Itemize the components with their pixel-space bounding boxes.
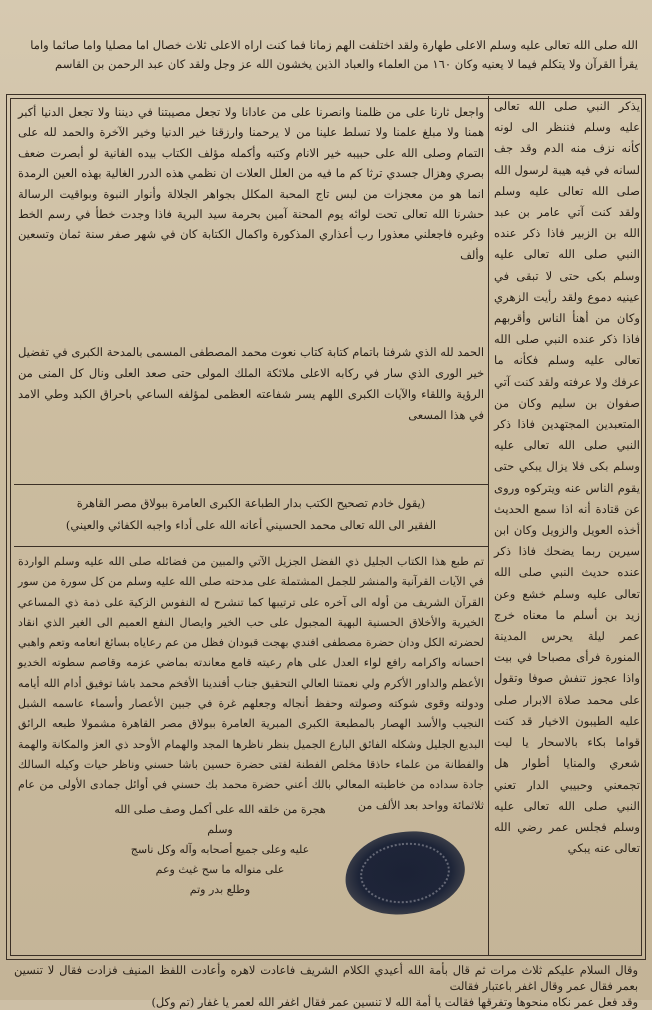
closing-line-1: هجرة من خلقه الله على أكمل وصف صلى الله وسلم bbox=[114, 803, 326, 836]
main-block-prayer: واجعل ثارنا على من ظلمنا وانصرنا على من عادانا ولا تجعل مصيبتنا في ديننا ولا تجعل الدنيا أكبر همنا ولا مبلغ علمنا ولا تسلط علينا من لا يرحمنا وارزقنا خير الدنيا وخير الآخرة والحمد لله على التمام وصلى الله على حبيبه خير الانام وكتبه وأكمله مؤلف الكتاب بيده الفانية لو أبصرت ضعف بصري وهزال جسدي ترثا كم ما فيه من العلل العلات ان نظمي هذه الدرر الغالية بهذه العين الرمدة انما هو من معجزات من لبس تاج المحبة المكلل بجواهر الجلالة وأنوار النبوة وبواقيت الرسالة حشرنا الله تعالى تحت لوائه يوم المحنة آمين بحرمة سيد البرية فاذا وجدت خطأ في رسم الخط وغيره فاجعلني معذورا رب أعذاري المذكورة واكمال الكتابة كان في شهر صفر سنة ثمان وتسعين وألف bbox=[18, 105, 484, 262]
corrector-note-line-1: (يقول خادم تصحيح الكتب بدار الطباعة الكبرى العامرة ببولاق مصر القاهرة bbox=[76, 496, 426, 510]
closing-line-4: وطلع بدر وتم bbox=[189, 883, 251, 896]
footer-line-1: وقال السلام عليكم ثلاث مرات ثم قال بأمة الله أعيدي الكلام الشريف فاعادت لاهره وأعادت اللفظ المنيف فزادت فقال لا تنسين بعمر فقال عمر وقال اغفر باعتبار فقالت bbox=[14, 963, 638, 993]
corrector-note-line-2: الفقير الى الله تعالى محمد الحسيني أعانه الله على أداء واجبه الكفائي والعيني) bbox=[65, 518, 437, 532]
footer-line-2 bbox=[14, 994, 638, 1010]
main-block-colophon: الحمد لله الذي شرفنا باتمام كتابة كتاب نعوت محمد المصطفى المسمى بالمدحة الكبرى في تفضيل خير الورى الذي سار في ركابه الاعلى ملائكة الملك المولى حتى صعد العلى ونال كل المنى من الرؤية واللقاء والآيات الكبرى اللهم يسر شفاعته العظمى لمؤلفه الساعي باحراق الكبد وطي الامد في هذا المسعى bbox=[18, 345, 484, 422]
seal-ring bbox=[357, 838, 453, 907]
closing-line-3: على منواله ما سح غيث وعم bbox=[155, 863, 285, 876]
closing-lines bbox=[100, 800, 340, 910]
page-number: ١٦٠ bbox=[432, 57, 452, 71]
catchword: (تم وكل) bbox=[151, 995, 195, 1009]
header-line-1: الله صلى الله تعالى عليه وسلم الاعلى طهارة ولقد اختلفت الهم زمانا فما كنت اراه الاعلى ثلاث خصال اما مصليا واما صائما واما bbox=[30, 38, 638, 52]
closing-line-2: عليه وعلى جميع أصحابه وآله وكل ناسج bbox=[130, 843, 310, 856]
corrector-note bbox=[18, 492, 484, 544]
page-footer-text bbox=[14, 962, 638, 1009]
page-header-text bbox=[14, 36, 638, 74]
header-line-2-end: من العلماء والعباد الذين يخشون الله عز وجل ولقد كان عبد الرحمن بن القاسم bbox=[54, 57, 429, 71]
header-line-2 bbox=[14, 55, 638, 74]
printing-colophon: تم طبع هذا الكتاب الجليل ذي الفضل الجزيل الآتي والمبين من فضائله صلى الله عليه وسلم الواردة في الآيات القرآنية والمنشر للجمل المشتملة على مدحته صلى الله عليه وسلم من كل سورة من سور القرآن الشريف من أوله الى آخره على ترتيبها كما تنشرح له النفوس الزكية على ذمة ذي المساعي الخيرية والأخلاق الحسنية البهية المجبول على حب الخير وايصال النفع العميم الى الغير الذي انقاد لحضرته الكل ودان حضرة مصطفى افندي بهجت قبودان فظل من عم رعاياه بسائغ انعامه وتعم واهبي احسانه واكرامه رافع لواء العدل على هام رعيته قامع معاندته بماضي عزمه وقاصم سطوته الخديو الأعظم والداور الأكرم ولي نعمتنا العالي التحقيق جناب أفندينا الأفخم محمد باشا توفيق أدام الله أيامه ودولته وقوى شوكته وصولته وحفظ أنجاله وجعلهم غرة في جبين الأعصار وأسماء عاسمه الشبل النجيب والأسد الهصار بالمطبعة الكبرى المبرية العامرة ببولاق مصر القاهرة مشمولا طبعه الرائق البديع الجليل وشكله الفائق البارع الجميل بنظر ناظرها المجد والهمام الأوحد ذي العز والمكانة والهمة والفطانة من علماء حاذقا مخلص الفطنة لفتى حضرة حسين باشا حسني وناظر حيات وكيله السالك جادة سداده من خاطبته المعالي بالك أعني حضرة محمد بك حسني في أوائل جمادى الأولى من عام ثلاثمائة وواحد بعد الألف من bbox=[18, 555, 484, 812]
separator-line-2 bbox=[14, 546, 488, 547]
header-line-2-start: يقرأ القرآن ولا يتكلم فيما لا يعنيه وكان bbox=[454, 57, 638, 71]
side-column-text: يذكر النبي صلى الله تعالى عليه وسلم فننظر الى لونه كأنه نزف منه الدم وقد جف لسانه في فيه هيبة لرسول الله صلى الله تعالى عليه وسلم ولقد كنت آتي عامر بن عبد الله بن الزبير فاذا ذكر عنده النبي صلى الله تعالى عليه وسلم بكى حتى لا تبقى في عينيه دموع ولقد رأيت الزهري وكان من أهنأ الناس وأقربهم فاذا ذكر عنده النبي صلى الله تعالى عليه وسلم فكأنه ما عرفك ولا عرفته ولقد كنت آتي صفوان بن سليم وكان من المتعبدين المجتهدين فاذا ذكر النبي صلى الله تعالى عليه وسلم بكى فلا يزال يبكي حتى يقوم الناس عنه ويتركوه وروى عن قتادة أنه اذا سمع الحديث أخذه العويل والزويل وكان ابن سيرين ربما يضحك فاذا ذكر عنده حديث النبي صلى الله تعالى عليه وسلم خشع وعن زيد بن أسلم ما معناه خرج عمر ليلة يحرس المدينة المنورة فرأى مصباحا في بيت واذا عجوز تنفش صوفا وتقول على محمد صلاة الابرار صلى عليه الطيبون الاخيار قد كنت قواما بكاء بالاسحار يا ليت شعري والمنايا أطوار هل تجمعني وحبيبي الدار تعني النبي صلى الله تعالى عليه وسلم فجلس عمر رضي الله تعالى عنه يبكي bbox=[494, 99, 640, 856]
footer-line-2-text: وقد فعل عمر نكاه منحوها وتفرقها فقالت يا أمة الله لا تنسين عمر فقال اغفر الله لعمر يا غفار bbox=[197, 995, 638, 1009]
separator-line-1 bbox=[14, 484, 488, 485]
